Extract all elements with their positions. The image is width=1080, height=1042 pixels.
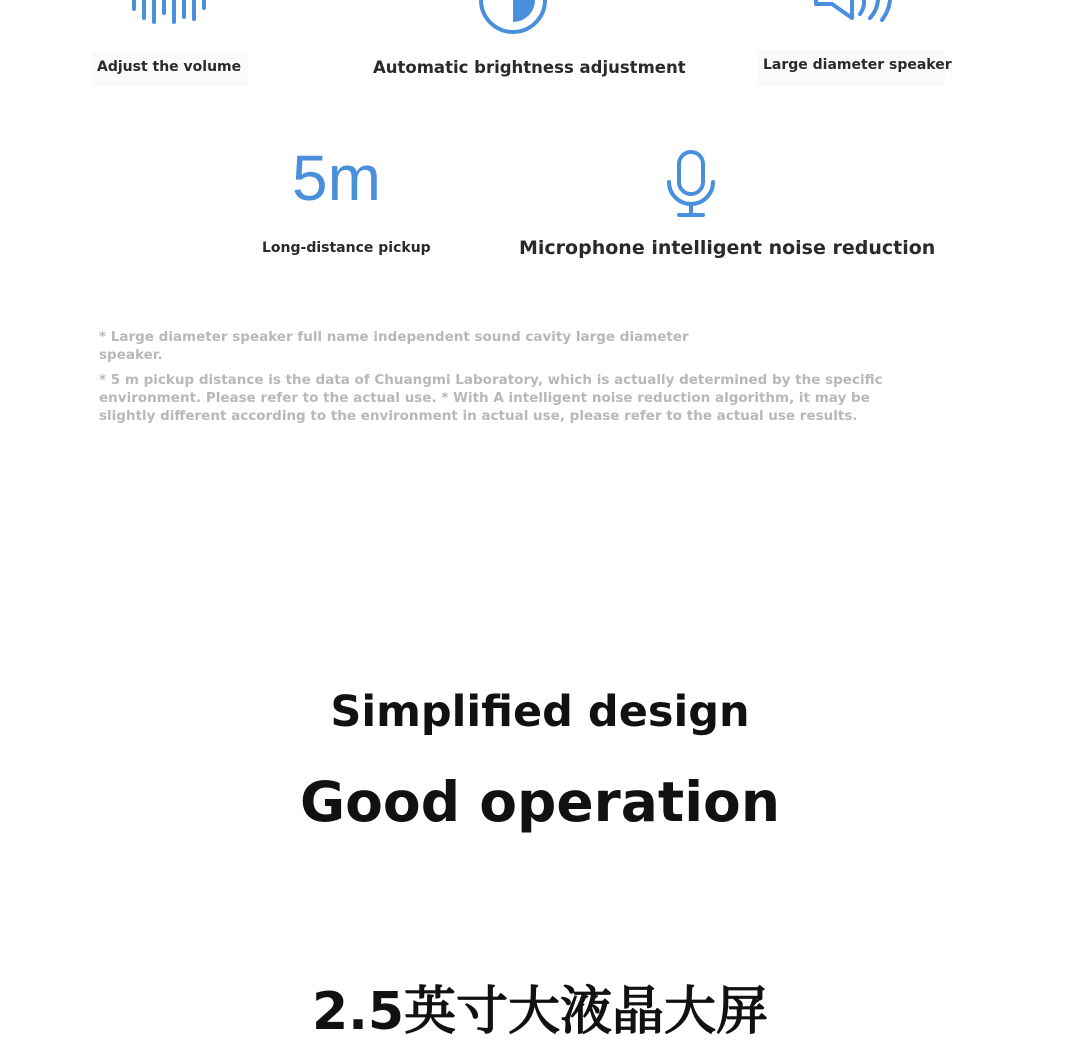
footnote-speaker: * Large diameter speaker full name independent sound cavity large diameter speaker. bbox=[99, 329, 689, 363]
feature-label-long-distance-pickup: Long-distance pickup bbox=[262, 240, 431, 256]
footnote-pickup-noise: * 5 m pickup distance is the data of Chuangmi Laboratory, which is actually determined by the specific environment. Please refer to the actual use. * With A intelligent noise reduction algorithm, it may be slightly different according to the environment in actual use, please refer to the actual use results. bbox=[99, 372, 883, 424]
feature-label-large-speaker: Large diameter speaker bbox=[763, 57, 952, 73]
sound-wave-icon bbox=[128, 0, 212, 26]
microphone-icon bbox=[664, 148, 718, 220]
heading-good-operation: Good operation bbox=[299, 770, 780, 834]
brightness-icon bbox=[476, 0, 550, 26]
speaker-icon bbox=[812, 0, 896, 24]
pickup-distance-icon: 5m bbox=[292, 142, 381, 214]
feature-label-adjust-volume: Adjust the volume bbox=[97, 59, 242, 75]
heading-simplified-design: Simplified design bbox=[330, 687, 750, 737]
feature-label-auto-brightness: Automatic brightness adjustment bbox=[373, 58, 686, 77]
screen-size-heading: 2.5英寸大液晶大屏 bbox=[311, 982, 769, 1042]
feature-label-mic-noise-reduction: Microphone intelligent noise reduction bbox=[519, 237, 936, 259]
